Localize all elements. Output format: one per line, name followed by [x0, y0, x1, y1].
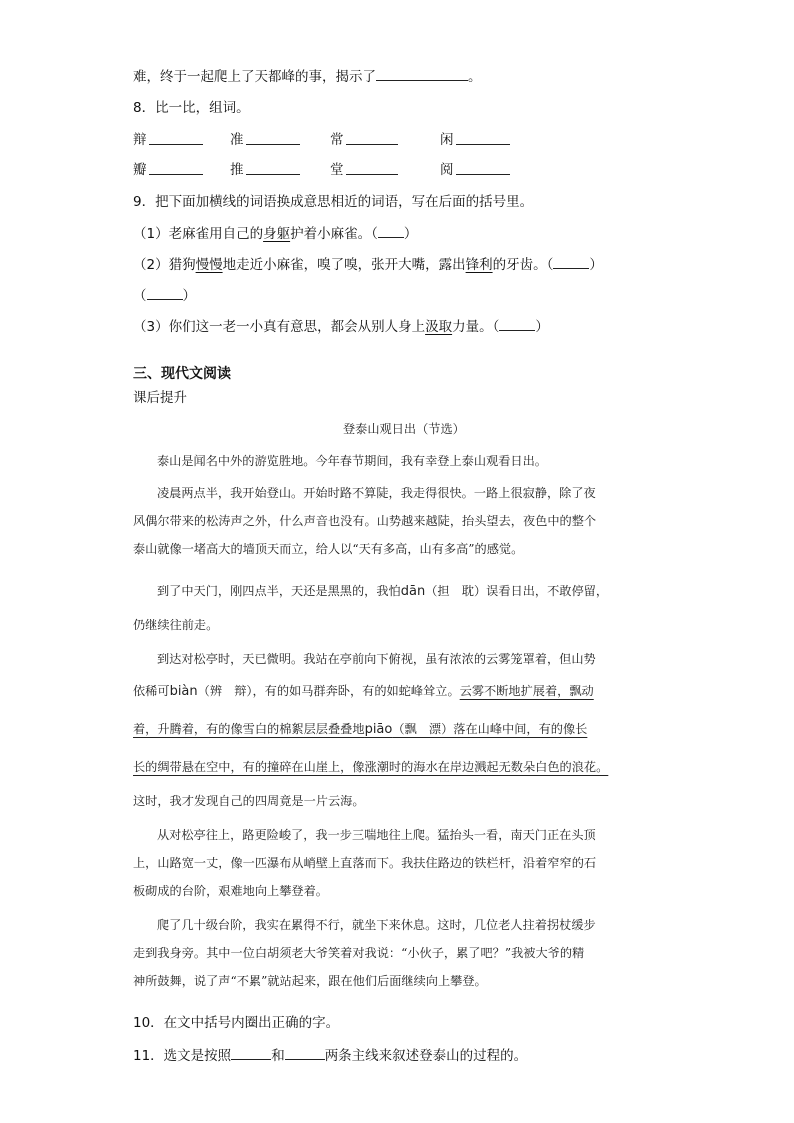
- question-9-item-2-cont: （ ）: [133, 285, 196, 306]
- word-char: 瓣: [133, 162, 147, 178]
- question-7-tail: 难，终于一起爬上了天都峰的事，揭示了 。: [133, 66, 482, 87]
- passage-line: 仍继续往前走。: [133, 618, 219, 632]
- answer-blank[interactable]: [149, 174, 203, 175]
- word-char: 辩: [133, 132, 147, 148]
- question-8-title: 8．比一比，组词。: [133, 100, 250, 116]
- passage-line: 长的绸带悬在空中，有的撞碎在山崖上，像涨潮时的海水在岸边溅起无数朵白色的浪花。: [133, 760, 609, 774]
- word-char: 堂: [330, 162, 344, 178]
- passage-line: 板砌成的台阶，艰难地向上攀登着。: [133, 884, 328, 898]
- passage-line: 从对松亭往上，路更险峻了，我一步三喘地往上爬。猛抬头一看，南天门正在头顶: [157, 828, 596, 842]
- passage-line: 走到我身旁。其中一位白胡须老大爷笑着对我说：“小伙子，累了吧？”我被大爷的精: [133, 946, 585, 960]
- answer-blank[interactable]: [231, 1045, 271, 1060]
- passage-line: 着，升腾着，有的像雪白的棉絮层层叠叠地piāo（飘 漂）落在山峰中间，有的像长: [133, 722, 588, 737]
- answer-blank[interactable]: [553, 254, 589, 269]
- word-char: 推: [230, 162, 244, 178]
- passage-line: 到了中天门，刚四点半，天还是黑黑的，我怕dān（担 耽）误看日出，不敢停留，: [157, 584, 609, 599]
- question-9-item-1: （1）老麻雀用自己的身躯护着小麻雀。（ ）: [133, 223, 417, 244]
- reading-passage: [133, 420, 659, 990]
- question-9-title: 9．把下面加横线的词语换成意思相近的词语，写在后面的括号里。: [133, 194, 534, 210]
- passage-line: 泰山就像一堵高大的墙顶天而立，给人以“天有多高，山有多高”的感觉。: [133, 542, 524, 556]
- passage-line: 凌晨两点半，我开始登山。开始时路不算陡，我走得很快。一路上很寂静，除了夜: [157, 486, 596, 500]
- answer-blank[interactable]: [456, 144, 510, 145]
- answer-blank[interactable]: [378, 223, 404, 238]
- word-char: 准: [230, 132, 244, 148]
- word-char: 阅: [440, 162, 454, 178]
- answer-blank[interactable]: [149, 144, 203, 145]
- question-11: 11．选文是按照 和 两条主线来叙述登泰山的过程的。: [133, 1045, 527, 1066]
- word-char: 闲: [440, 132, 454, 148]
- passage-line: 神所鼓舞，说了声“不累”就站起来，跟在他们后面继续向上攀登。: [133, 974, 487, 988]
- answer-blank[interactable]: [499, 316, 535, 331]
- passage-line: 上，山路宽一丈，像一匹瀑布从峭壁上直落而下。我扶住路边的铁栏杆，沿着窄窄的石: [133, 856, 597, 870]
- passage-line: 到达对松亭时，天已微明。我站在亭前向下俯视，虽有浓浓的云雾笼罩着，但山势: [157, 652, 596, 666]
- answer-blank[interactable]: [346, 144, 398, 145]
- answer-blank[interactable]: [376, 66, 468, 81]
- passage-line: 泰山是闻名中外的游览胜地。今年春节期间，我有幸登上泰山观看日出。: [157, 454, 547, 468]
- passage-title: 登泰山观日出（节选）: [343, 422, 465, 436]
- answer-blank[interactable]: [147, 285, 183, 300]
- answer-blank[interactable]: [285, 1045, 325, 1060]
- passage-line: 爬了几十级台阶，我实在累得不行，就坐下来休息。这时，几位老人拄着拐杖缓步: [157, 918, 596, 932]
- question-9-item-2: （2）猎狗慢慢地走近小麻雀，嗅了嗅，张开大嘴，露出锋利的牙齿。（ ）: [133, 254, 603, 275]
- question-10: 10．在文中括号内圈出正确的字。: [133, 1015, 340, 1031]
- answer-blank[interactable]: [246, 144, 300, 145]
- word-char: 常: [330, 132, 344, 148]
- section-heading: 三、现代文阅读: [133, 366, 231, 382]
- passage-line: 依稀可biàn（辨 辩），有的如马群奔卧，有的如蛇峰耸立。云雾不断地扩展着，飘动: [133, 684, 594, 699]
- answer-blank[interactable]: [246, 174, 300, 175]
- question-9-item-3: （3）你们这一老一小真有意思，都会从别人身上汲取力量。（ ）: [133, 316, 549, 337]
- answer-blank[interactable]: [456, 174, 510, 175]
- answer-blank[interactable]: [346, 174, 398, 175]
- passage-line: 这时，我才发现自己的四周竟是一片云海。: [133, 794, 365, 808]
- section-subheading: 课后提升: [133, 390, 187, 406]
- passage-line: 风偶尔带来的松涛声之外，什么声音也没有。山势越来越陡，抬头望去，夜色中的整个: [133, 514, 597, 528]
